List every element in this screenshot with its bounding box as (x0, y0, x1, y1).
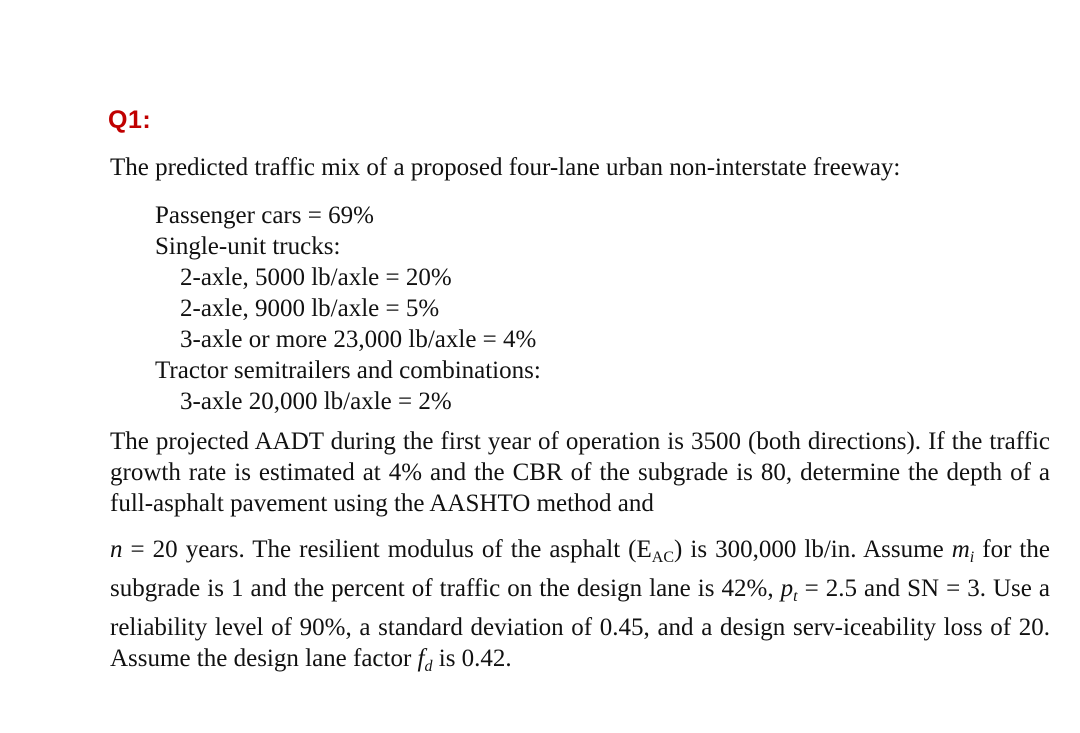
question-label: Q1: (108, 106, 152, 134)
traffic-mix-item-tractor-semitrailers: Tractor semitrailers and combinations: (155, 357, 541, 384)
traffic-mix-item-single-unit-trucks: Single-unit trucks: (155, 233, 341, 260)
traffic-mix-item-2axle-9000: 2-axle, 9000 lb/axle = 5% (180, 295, 440, 322)
m-subscript: i (969, 549, 975, 566)
intro-text: The predicted traffic mix of a proposed four-lane urban non-interstate freeway: (110, 154, 901, 181)
traffic-mix-item-3axle-20000: 3-axle 20,000 lb/axle = 2% (180, 388, 452, 415)
problem-paragraph-1: The projected AADT during the first year of operation is 3500 (both directions). If the traffic growth rate is estimated at 4% and the CBR of the subgrade is 80, determine the depth of a full-asphalt pavement using the AASHTO method and (110, 428, 1050, 517)
problem-paragraph-2 (110, 534, 1050, 682)
paragraph2-part4: = 2.5 and SN = 3. Use a reliability level of 90%, a standard deviation of 0.45, and a design serv-iceability loss of 20. Assume the design lane factor (110, 575, 1050, 672)
paragraph2-part2: ) is 300,000 lb/in. Assume (674, 536, 952, 563)
n-symbol: n (110, 536, 123, 563)
traffic-mix-item-3axle-23000: 3-axle or more 23,000 lb/axle = 4% (180, 326, 537, 353)
paragraph2-part5: is 0.42. (432, 645, 512, 672)
traffic-mix-list (155, 200, 541, 417)
traffic-mix-item-2axle-5000: 2-axle, 5000 lb/axle = 20% (180, 264, 452, 291)
f-subscript: d (424, 658, 433, 675)
f-symbol: f (417, 645, 425, 672)
m-symbol: m (951, 536, 970, 563)
paragraph2-part3: for the subgrade is 1 and the percent of traffic on the design lane is 42%, (110, 536, 1050, 602)
eac-subscript: AC (651, 549, 675, 566)
paragraph2-part1: = 20 years. The resilient modulus of the asphalt (E (122, 536, 652, 563)
traffic-mix-item-passenger-cars: Passenger cars = 69% (155, 202, 374, 229)
p-symbol: p (780, 575, 794, 602)
p-subscript: t (793, 588, 798, 605)
